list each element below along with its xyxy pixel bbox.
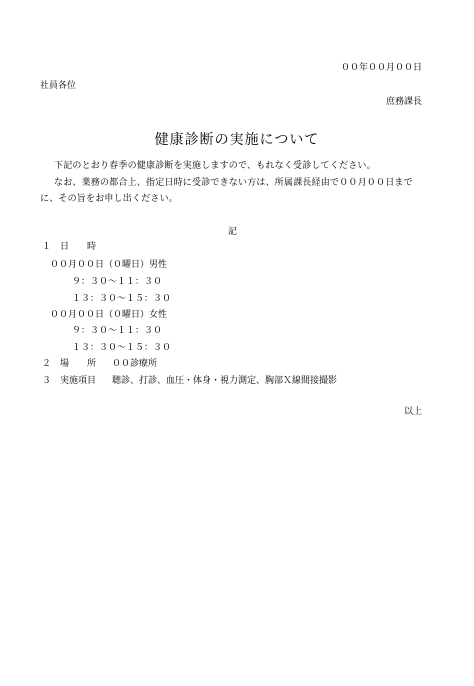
men-time-1: ９：３０～１１：３０: [72, 277, 163, 287]
item-3-label: 実施項目: [60, 376, 97, 386]
body-paragraph-1: 下記のとおり春季の健康診断を実施しますので、もれなく受診してください。: [54, 161, 376, 171]
item-1-number: １: [42, 242, 52, 252]
sender: 庶務課長: [385, 97, 422, 107]
men-date: ００月００日（０曜日）男性: [50, 260, 168, 270]
body-paragraph-2-line-2: に、その旨をお申し出ください。: [40, 194, 179, 204]
women-time-2: １３：３０～１５：３０: [72, 343, 172, 353]
item-2-label: 場 所: [60, 359, 97, 369]
women-time-1: ９：３０～１１：３０: [72, 326, 163, 336]
recipient: 社員各位: [40, 81, 77, 91]
document-title: 健康診断の実施について: [154, 132, 320, 148]
ki-heading: 記: [228, 227, 238, 237]
item-1-label: 日 時: [60, 242, 97, 252]
item-2-number: ２: [42, 359, 52, 369]
women-date: ００月００日（０曜日）女性: [50, 310, 168, 320]
item-3-value: 聴診、打診、血圧・体身・視力測定、胸部Ｘ線間接撮影: [112, 376, 338, 386]
document-date: ００年００月００日: [340, 63, 422, 73]
closing-ijou: 以上: [403, 407, 422, 417]
body-paragraph-2-line-1: なお、業務の都合上、指定日時に受診できない方は、所属課長経由で００月００日まで: [54, 178, 413, 188]
men-time-2: １３：３０～１５：３０: [72, 294, 172, 304]
item-3-number: ３: [42, 376, 52, 386]
item-2-value: ００診療所: [112, 359, 158, 369]
